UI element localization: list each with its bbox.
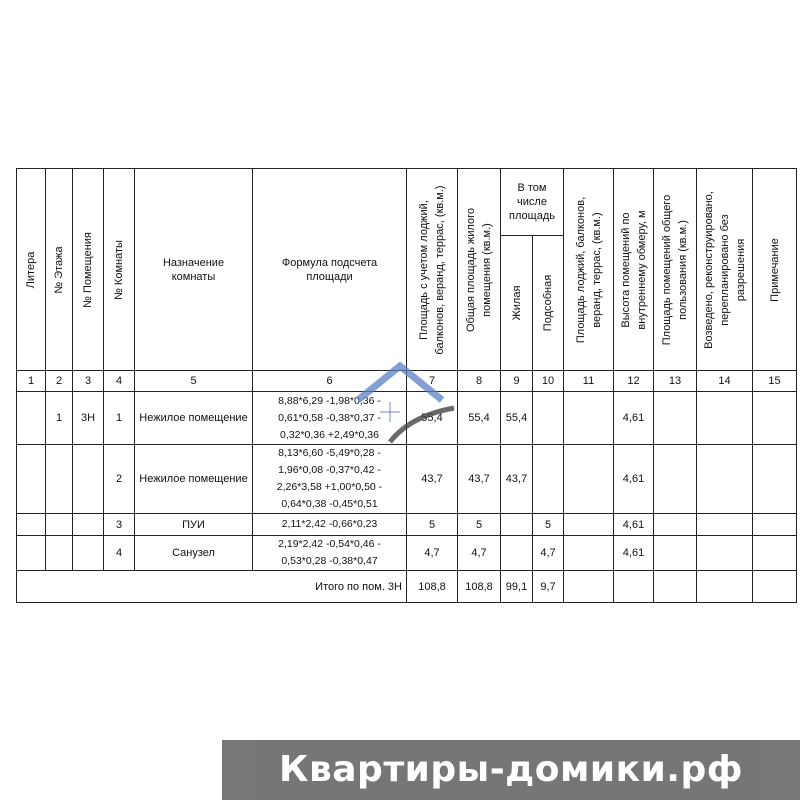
- total-empty: [697, 571, 753, 603]
- cell-room: 1: [104, 392, 135, 445]
- cell-height: 4,61: [614, 392, 654, 445]
- column-number: 14: [697, 371, 753, 392]
- column-number: 13: [654, 371, 697, 392]
- cell-rebuilt: [697, 536, 753, 571]
- header-including-group: В том числе площадь: [501, 169, 564, 236]
- cell-area: 4,7: [407, 536, 458, 571]
- total-living: 99,1: [501, 571, 533, 603]
- header-litera: Литера: [17, 169, 46, 371]
- column-number: 5: [135, 371, 253, 392]
- header-loggia: Площадь лоджий, балконов, веранд, террас, (кв.м.): [564, 169, 614, 371]
- column-number: 6: [253, 371, 407, 392]
- column-number: 4: [104, 371, 135, 392]
- site-watermark-banner: Квартиры-домики.рф: [222, 740, 800, 800]
- column-number: 8: [458, 371, 501, 392]
- column-number: 12: [614, 371, 654, 392]
- cell-purpose: Нежилое помещение: [135, 445, 253, 514]
- cell-rebuilt: [697, 445, 753, 514]
- total-empty: [654, 571, 697, 603]
- header-premises: № Помещения: [73, 169, 104, 371]
- cell-purpose: Санузел: [135, 536, 253, 571]
- header-living: Жилая: [501, 236, 533, 371]
- house-logo-icon: [350, 360, 460, 450]
- column-number: 9: [501, 371, 533, 392]
- cell-height: 4,61: [614, 514, 654, 536]
- table-row: [17, 514, 797, 536]
- cell-area: 55,4: [407, 392, 458, 445]
- column-number: 1: [17, 371, 46, 392]
- cell-height: 4,61: [614, 536, 654, 571]
- header-purpose: Назначение комнаты: [135, 169, 253, 371]
- cell-note: [753, 536, 797, 571]
- total-area: 108,8: [407, 571, 458, 603]
- cell-aux: 4,7: [533, 536, 564, 571]
- cell-aux: [533, 445, 564, 514]
- header-area-total: Площадь с учетом лоджий, балконов, веранд, террас, (кв.м.): [407, 169, 458, 371]
- cell-living-total: 55,4: [458, 392, 501, 445]
- cell-litera: [17, 536, 46, 571]
- cell-premises: 3Н: [73, 392, 104, 445]
- column-number: 3: [73, 371, 104, 392]
- cell-living-total: 5: [458, 514, 501, 536]
- cell-living: [501, 514, 533, 536]
- cell-premises: [73, 445, 104, 514]
- header-common: Площадь помещений общего пользования (кв.м.): [654, 169, 697, 371]
- total-label: Итого по пом. 3Н: [17, 571, 407, 603]
- cell-loggia: [564, 392, 614, 445]
- cell-rebuilt: [697, 514, 753, 536]
- cell-living: [501, 536, 533, 571]
- cell-litera: [17, 392, 46, 445]
- table-row: [17, 445, 797, 514]
- cell-floor: [46, 514, 73, 536]
- header-formula: Формула подсчета площади: [253, 169, 407, 371]
- cell-common: [654, 536, 697, 571]
- total-empty: [753, 571, 797, 603]
- cell-room: 4: [104, 536, 135, 571]
- header-note: Примечание: [753, 169, 797, 371]
- column-number: 7: [407, 371, 458, 392]
- cell-area: 43,7: [407, 445, 458, 514]
- total-empty: [564, 571, 614, 603]
- cell-loggia: [564, 514, 614, 536]
- header-floor: № Этажа: [46, 169, 73, 371]
- cell-loggia: [564, 536, 614, 571]
- cell-purpose: ПУИ: [135, 514, 253, 536]
- cell-litera: [17, 514, 46, 536]
- cell-living-total: 43,7: [458, 445, 501, 514]
- cell-room: 3: [104, 514, 135, 536]
- cell-room: 2: [104, 445, 135, 514]
- cell-formula: 2,19*2,42 -0,54*0,46 - 0,53*0,28 -0,38*0,47: [253, 536, 407, 571]
- cell-formula: 8,88*6,29 -1,98*0,36 - 0,61*0,58 -0,38*0,37 - 0,32*0,36 +2,49*0,36: [253, 392, 407, 445]
- header-height: Высота помещений по внутреннему обмеру, м: [614, 169, 654, 371]
- cell-premises: [73, 514, 104, 536]
- cell-premises: [73, 536, 104, 571]
- column-number: 15: [753, 371, 797, 392]
- cell-floor: [46, 536, 73, 571]
- column-number: 10: [533, 371, 564, 392]
- cell-aux: [533, 392, 564, 445]
- table-row: [17, 536, 797, 571]
- cell-formula: 2,11*2,42 -0,66*0,23: [253, 514, 407, 536]
- total-empty: [614, 571, 654, 603]
- cell-common: [654, 514, 697, 536]
- cell-living: 43,7: [501, 445, 533, 514]
- cell-litera: [17, 445, 46, 514]
- cell-note: [753, 445, 797, 514]
- header-rebuilt: Возведено, реконструировано, перепланировано без разрешения: [697, 169, 753, 371]
- cell-loggia: [564, 445, 614, 514]
- cell-purpose: Нежилое помещение: [135, 392, 253, 445]
- total-living-total: 108,8: [458, 571, 501, 603]
- column-number: 2: [46, 371, 73, 392]
- cell-note: [753, 392, 797, 445]
- cell-floor: [46, 445, 73, 514]
- cell-living-total: 4,7: [458, 536, 501, 571]
- cell-formula: 8,13*6,60 -5,49*0,28 - 1,96*0,08 -0,37*0,42 - 2,26*3,58 +1,00*0,50 - 0,64*0,38 -0,45*0,51: [253, 445, 407, 514]
- cell-note: [753, 514, 797, 536]
- cell-height: 4,61: [614, 445, 654, 514]
- cell-area: 5: [407, 514, 458, 536]
- cell-common: [654, 392, 697, 445]
- cell-common: [654, 445, 697, 514]
- cell-aux: 5: [533, 514, 564, 536]
- total-aux: 9,7: [533, 571, 564, 603]
- column-number: 11: [564, 371, 614, 392]
- header-aux: Подсобная: [533, 236, 564, 371]
- header-living-total: Общая площадь жилого помещения (кв.м.): [458, 169, 501, 371]
- total-row: [17, 571, 797, 603]
- cell-rebuilt: [697, 392, 753, 445]
- cell-floor: 1: [46, 392, 73, 445]
- cell-living: 55,4: [501, 392, 533, 445]
- header-rooms: № Комнаты: [104, 169, 135, 371]
